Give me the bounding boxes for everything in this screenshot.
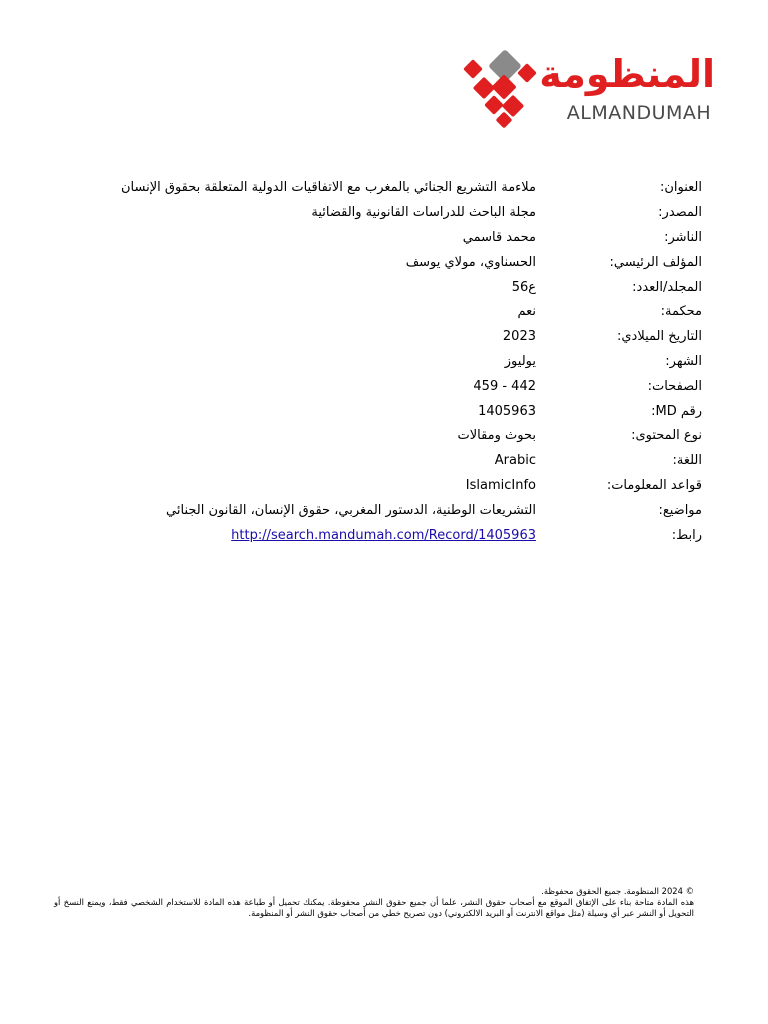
subjects-value: التشريعات الوطنية، الدستور المغربي، حقوق الإنسان، القانون الجنائي <box>166 502 536 518</box>
year-label: التاريخ الميلادي: <box>617 329 702 345</box>
link-value-cell <box>62 527 536 545</box>
almandumah-logo <box>455 48 720 132</box>
year-value: 2023 <box>502 329 536 345</box>
record-row-subjects <box>62 498 702 523</box>
title-value: ملاءمة التشريع الجنائي بالمغرب مع الاتفاقيات الدولية المتعلقة بحقوق الإنسان <box>121 180 536 196</box>
record-link[interactable]: http://search.mandumah.com/Record/1405963 <box>231 527 536 543</box>
language-label: اللغة: <box>672 453 702 469</box>
record-row-volume-issue <box>62 275 702 300</box>
record-row-md-number <box>62 399 702 424</box>
peer-reviewed-value: نعم <box>517 304 536 320</box>
pages-value <box>62 378 536 396</box>
main-author-value: الحسناوي، مولاي يوسف <box>405 254 536 270</box>
copyright-line: © 2024 المنظومة. جميع الحقوق محفوظة. <box>541 886 694 896</box>
record-row-year <box>62 325 702 350</box>
copyright-footer <box>54 886 694 918</box>
month-value: يوليوز <box>504 353 536 369</box>
content-type-value: بحوث ومقالات <box>457 428 536 444</box>
peer-reviewed-label: محكمة: <box>660 304 702 320</box>
volume-issue-label: المجلد/العدد: <box>632 279 702 295</box>
record-row-pages <box>62 374 702 399</box>
source-label: المصدر: <box>658 205 702 221</box>
logo-red-diamond-2 <box>473 77 496 100</box>
link-label: رابط: <box>671 527 702 543</box>
md-number-value: 1405963 <box>478 403 536 419</box>
record-row-publisher <box>62 226 702 251</box>
record-details <box>62 176 702 548</box>
databases-label: قواعد المعلومات: <box>606 477 702 493</box>
record-row-source <box>62 201 702 226</box>
record-row-content-type <box>62 424 702 449</box>
publisher-label: الناشر: <box>664 229 702 245</box>
record-row-main-author <box>62 250 702 275</box>
md-number-label: رقم MD: <box>651 403 702 419</box>
language-value: Arabic <box>494 453 536 469</box>
month-label: الشهر: <box>665 353 702 369</box>
volume-issue-value: ع56 <box>511 279 536 295</box>
content-type-label: نوع المحتوى: <box>631 428 702 444</box>
source-value: مجلة الباحث للدراسات القانونية والقضائية <box>311 205 536 221</box>
logo-arabic-wordmark: المنظومة <box>539 52 715 96</box>
publisher-value: محمد قاسمي <box>462 229 536 245</box>
record-row-peer-reviewed <box>62 300 702 325</box>
logo-red-diamond-5 <box>484 95 504 115</box>
pages-label: الصفحات: <box>647 378 702 394</box>
logo-red-diamond-1 <box>463 59 483 79</box>
usage-notice: هذه المادة متاحة بناء على الإتفاق الموقع مع أصحاب حقوق النشر، علما أن جميع حقوق النشر محفوظة. يمكنك تحميل أو طباعة هذه المادة للاستخدام الشخصي فقط، ويمنع النسخ أو التحويل أو النشر عبر أي وسيلة (مثل مواقع الانترنت أو البريد الالكتروني) دون تصريح خطي من أصحاب حقوق النشر أو المنظومة. <box>54 896 694 918</box>
record-row-month <box>62 350 702 375</box>
pages-value-text: 459 - 442 <box>473 378 536 394</box>
record-row-language <box>62 449 702 474</box>
title-label: العنوان: <box>659 180 702 196</box>
subjects-label: مواضيع: <box>658 502 702 518</box>
record-row-title <box>62 176 702 201</box>
record-row-databases <box>62 474 702 499</box>
logo-latin-wordmark: ALMANDUMAH <box>566 102 712 124</box>
databases-value: IslamicInfo <box>465 477 536 493</box>
main-author-label: المؤلف الرئيسي: <box>609 254 702 270</box>
record-row-link <box>62 523 702 548</box>
